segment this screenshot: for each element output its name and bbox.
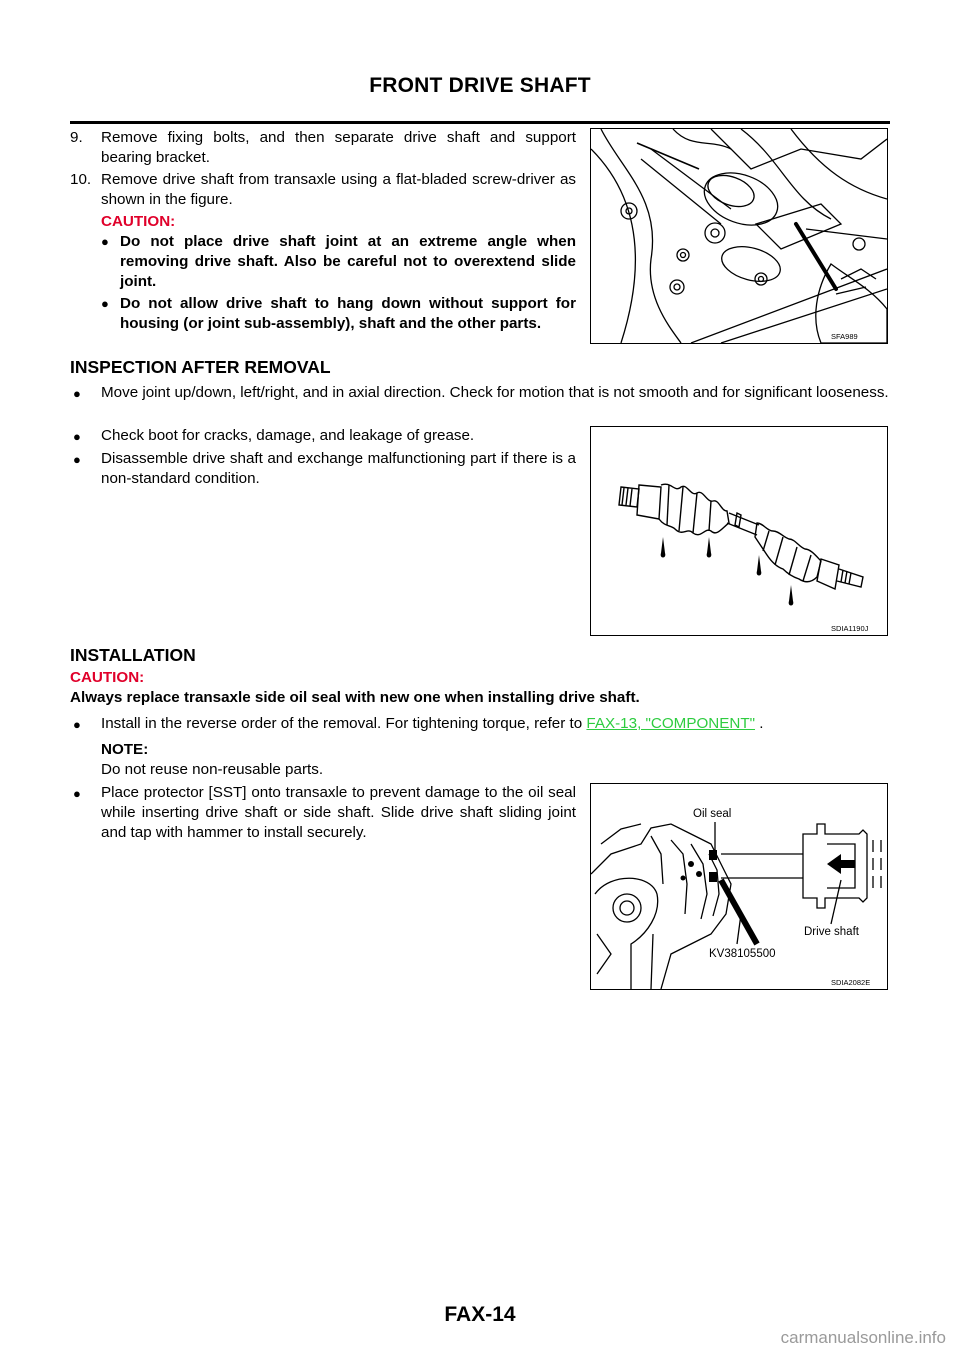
- inspection-item: Disassemble drive shaft and exchange malfunctioning part if there is a non-standard condition.: [101, 450, 576, 487]
- note-label: NOTE:: [101, 741, 149, 758]
- component-link[interactable]: FAX-13, "COMPONENT": [586, 715, 756, 732]
- bullet-icon: ●: [73, 452, 81, 467]
- figure-code: SDIA1190J: [831, 624, 869, 633]
- caution-text: Always replace transaxle side oil seal with new one when installing drive shaft.: [70, 689, 640, 706]
- caution-label: CAUTION:: [101, 213, 176, 230]
- section-heading: INSPECTION AFTER REMOVAL: [70, 357, 331, 377]
- installation-item: [101, 714, 763, 734]
- figure-code: SFA989: [831, 332, 858, 341]
- caution-item: Do not allow drive shaft to hang down without support for housing (or joint sub-assembly), shaft and the other parts.: [120, 295, 576, 332]
- bullet-icon: ●: [101, 296, 109, 311]
- figure-drive-shaft-removal: [590, 128, 888, 344]
- bullet-icon: ●: [73, 717, 81, 732]
- caution-label: CAUTION:: [70, 669, 145, 686]
- oil-seal-label: Oil seal: [693, 808, 732, 820]
- installation-item-suffix: .: [759, 715, 764, 732]
- caution-item: Do not place drive shaft joint at an extreme angle when removing drive shaft. Also be careful not to overextend slide joint.: [120, 233, 576, 290]
- installation-item-text: Install in the reverse order of the removal. For tightening torque, refer to: [101, 715, 583, 732]
- step-number: 9.: [70, 129, 83, 146]
- figure-drive-shaft-inspection: [590, 426, 888, 636]
- installation-item: Place protector [SST] onto transaxle to prevent damage to the oil seal while inserting drive shaft or side shaft. Slide drive shaft sliding joint and tap with hammer to install securely.: [101, 784, 576, 841]
- inspection-item: Check boot for cracks, damage, and leakage of grease.: [101, 427, 475, 444]
- bullet-icon: ●: [101, 234, 109, 249]
- step-number: 10.: [70, 171, 92, 188]
- drive-shaft-label: Drive shaft: [804, 926, 859, 938]
- bullet-icon: ●: [73, 429, 81, 444]
- bullet-icon: ●: [73, 386, 81, 401]
- tool-label: KV38105500: [709, 948, 776, 960]
- step-text: Remove drive shaft from transaxle using a flat-bladed screw-driver as shown in the figure.: [101, 171, 576, 208]
- inspection-item: Move joint up/down, left/right, and in axial direction. Check for motion that is not smooth and for significant looseness.: [101, 384, 889, 401]
- page-title: FRONT DRIVE SHAFT: [369, 74, 591, 97]
- watermark: carmanualsonline.info: [780, 1328, 946, 1347]
- step-text: Remove fixing bolts, and then separate drive shaft and support bearing bracket.: [101, 129, 576, 166]
- figure-code: SDIA2082E: [831, 978, 871, 987]
- note-text: Do not reuse non-reusable parts.: [101, 761, 324, 778]
- title-rule: [70, 121, 890, 124]
- figure-oil-seal-installation: [590, 783, 888, 990]
- bullet-icon: ●: [73, 786, 81, 801]
- section-heading: INSTALLATION: [70, 645, 196, 665]
- page-number: FAX-14: [444, 1303, 516, 1326]
